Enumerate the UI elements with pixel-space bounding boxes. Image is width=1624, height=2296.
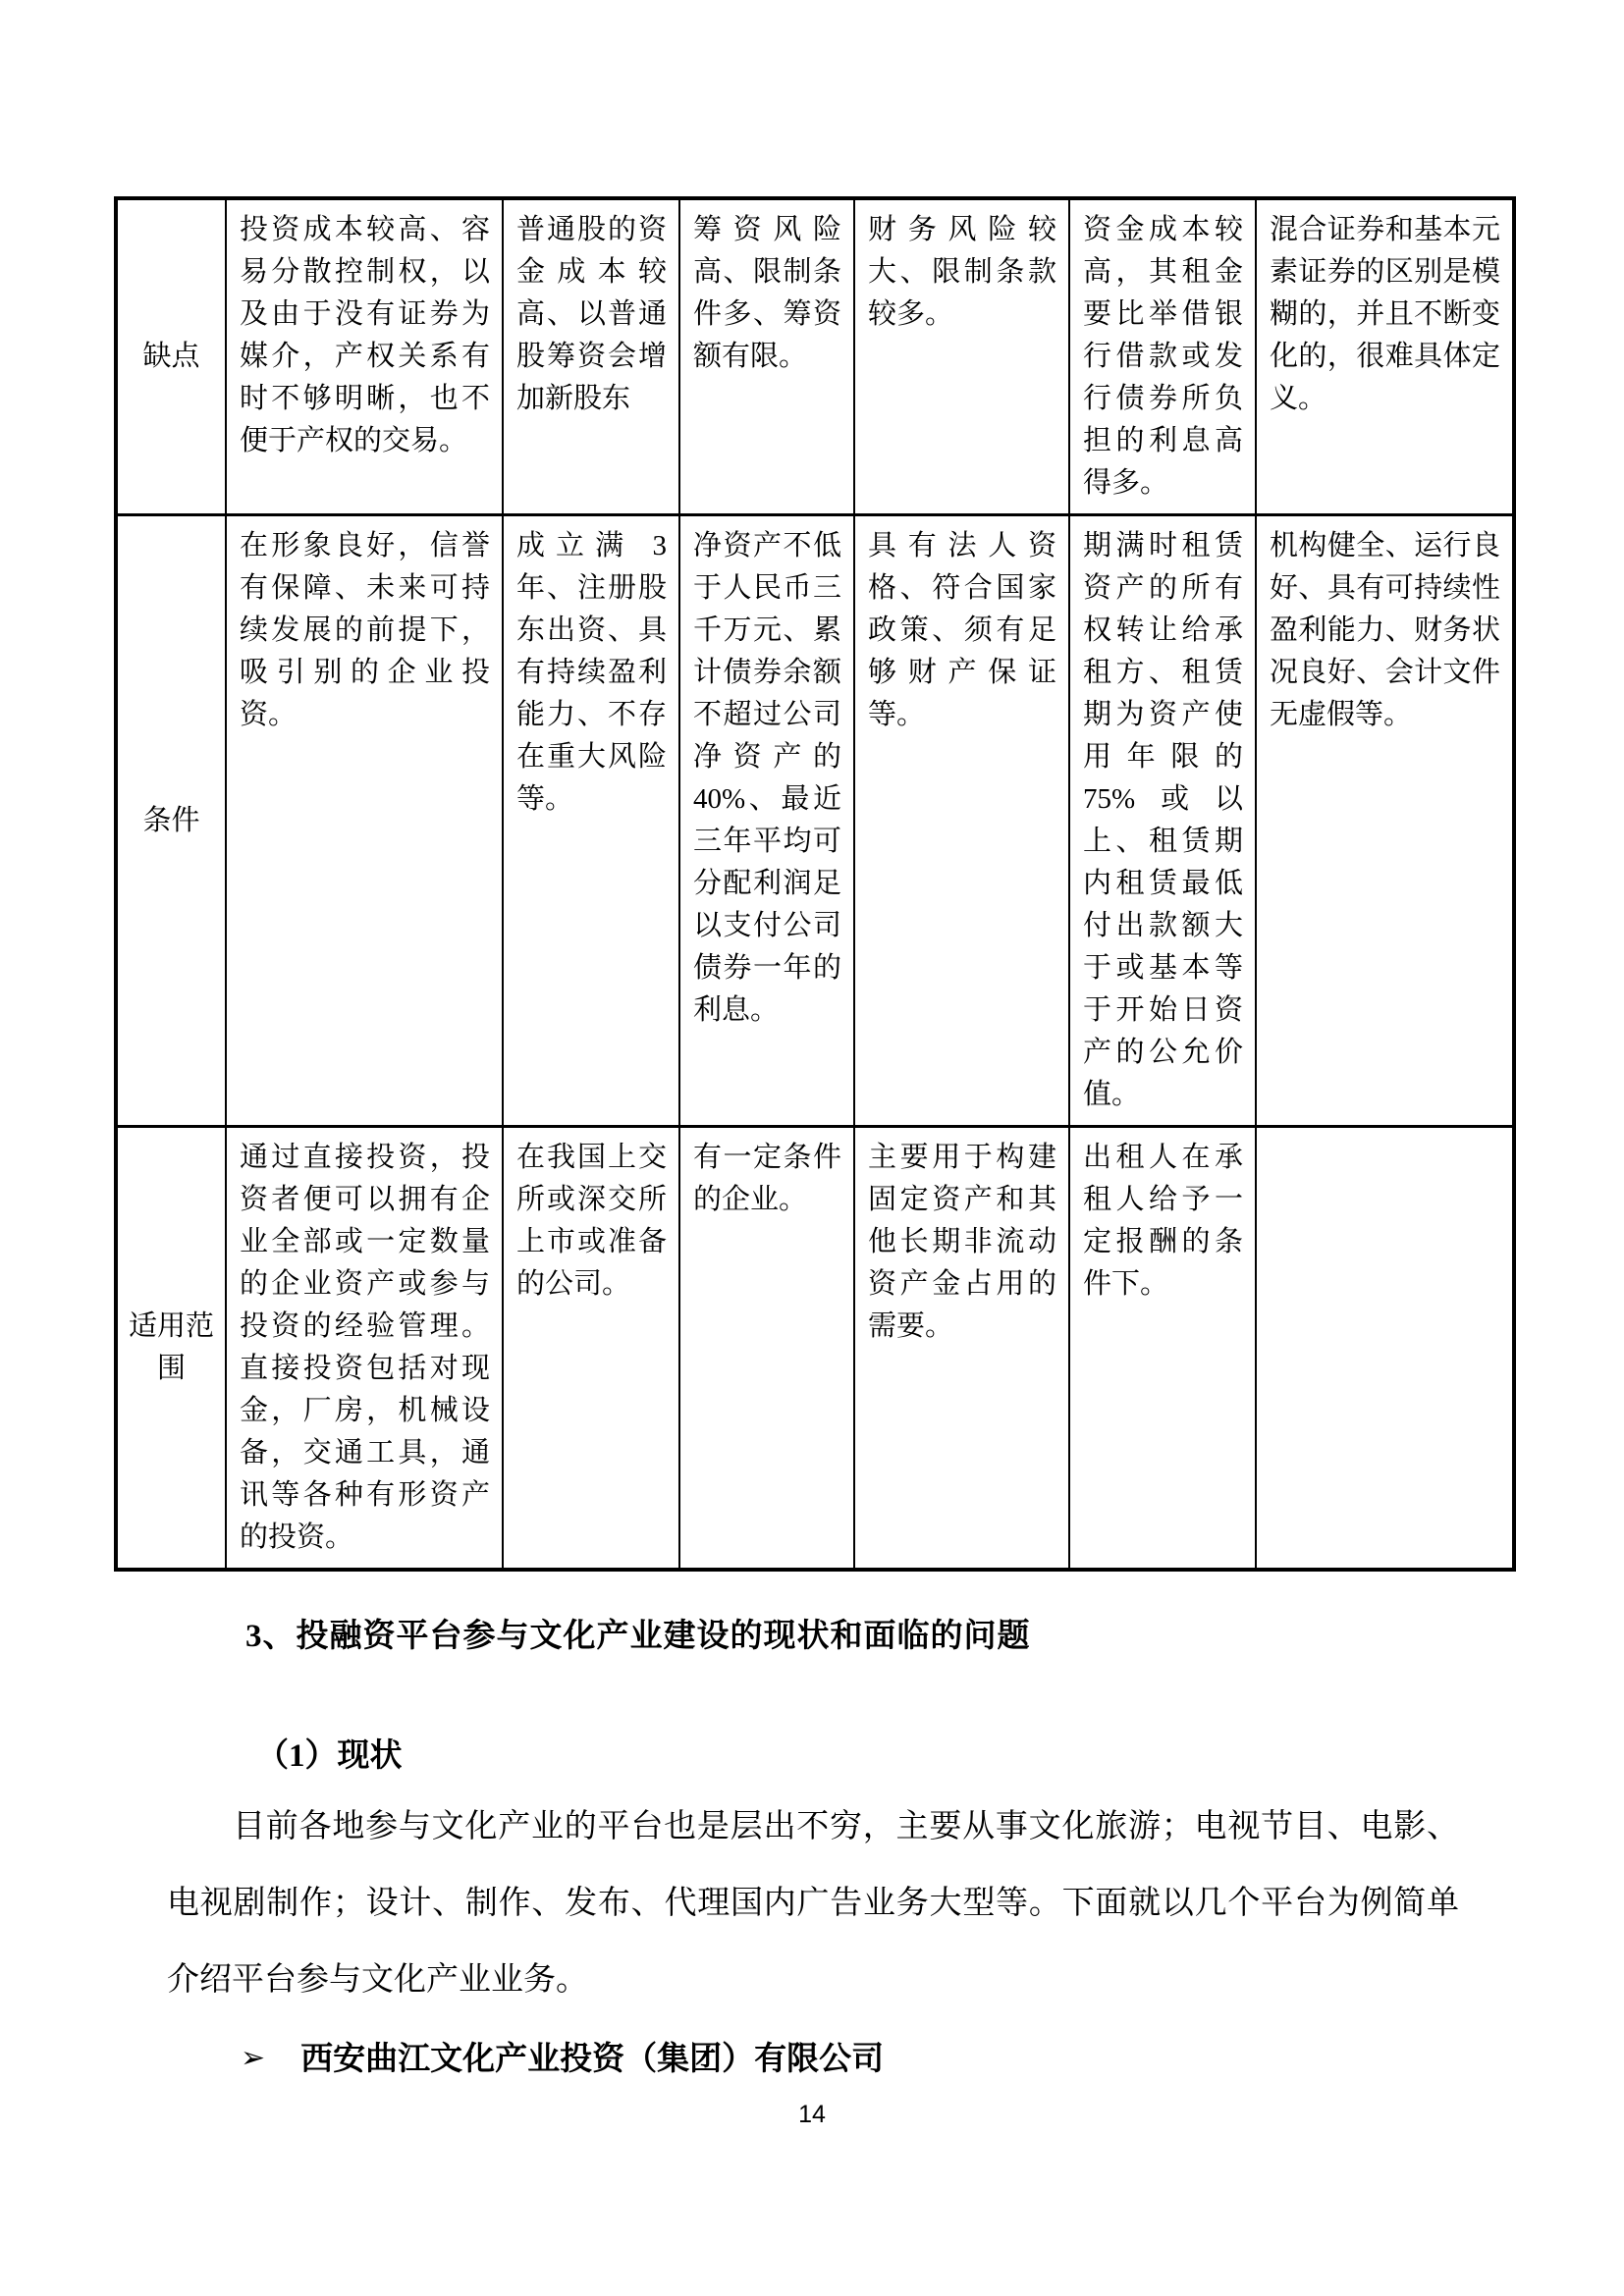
arrow-bullet-icon: ➢ — [241, 2041, 266, 2075]
table-cell: 净资产不低于人民币三千万元、累计债券余额不超过公司净资产的40%、最近三年平均可分配利润足以支付公司债券一年的利息。 — [679, 515, 854, 1127]
table-cell: 在形象良好，信誉有保障、未来可持续发展的前提下，吸引别的企业投资。 — [226, 515, 503, 1127]
section-heading: 3、投融资平台参与文化产业建设的现状和面临的问题 — [245, 1619, 1031, 1654]
financing-comparison-table — [114, 196, 1516, 1572]
table-row-conditions — [116, 515, 1514, 1127]
table-cell: 通过直接投资，投资者便可以拥有企业全部或一定数量的企业资产或参与投资的经验管理。直接投资包括对现金，厂房，机械设备，交通工具，通讯等各种有形资产的投资。 — [226, 1127, 503, 1571]
table-cell: 混合证券和基本元素证券的区别是模糊的，并且不断变化的，很难具体定义。 — [1256, 198, 1514, 515]
table-cell: 具有法人资格、符合国家政策、须有足够财产保证等。 — [854, 515, 1069, 1127]
table-cell: 成立满 3 年、注册股东出资、具有持续盈利能力、不存在重大风险等。 — [503, 515, 679, 1127]
table-cell — [1256, 1127, 1514, 1571]
table-cell: 财务风险较大、限制条款较多。 — [854, 198, 1069, 515]
table-cell: 普通股的资金成本较高、以普通股筹资会增加新股东 — [503, 198, 679, 515]
table-row-applicable-scope — [116, 1127, 1514, 1571]
table-row-disadvantages — [116, 198, 1514, 515]
subsection-heading: （1）现状 — [256, 1738, 403, 1774]
page-number: 14 — [798, 2101, 826, 2128]
table-cell: 期满时租赁资产的所有权转让给承租方、租赁期为资产使用年限的 75%或以上、租赁期内租赁最低付出款额大于或基本等于开始日资产的公允价值。 — [1069, 515, 1256, 1127]
table-cell: 在我国上交所或深交所上市或准备的公司。 — [503, 1127, 679, 1571]
table-cell: 筹资风险高、限制条件多、筹资额有限。 — [679, 198, 854, 515]
table-cell: 出租人在承租人给予一定报酬的条件下。 — [1069, 1127, 1256, 1571]
row-label-conditions: 条件 — [116, 515, 226, 1127]
table-cell: 有一定条件的企业。 — [679, 1127, 854, 1571]
company-name: 西安曲江文化产业投资（集团）有限公司 — [300, 2042, 885, 2077]
table-cell: 主要用于构建固定资产和其他长期非流动资产金占用的需要。 — [854, 1127, 1069, 1571]
company-bullet-item — [241, 2033, 884, 2079]
body-paragraph: 目前各地参与文化产业的平台也是层出不穷，主要从事文化旅游；电视节目、电影、电视剧制作；设计、制作、发布、代理国内广告业务大型等。下面就以几个平台为例简单介绍平台参与文化产业业务。 — [167, 1809, 1459, 1998]
table-cell: 投资成本较高、容易分散控制权，以及由于没有证券为媒介，产权关系有时不够明晰，也不便于产权的交易。 — [226, 198, 503, 515]
row-label-applicable-scope: 适用范围 — [116, 1127, 226, 1571]
table-cell: 资金成本较高，其租金要比举借银行借款或发行债券所负担的利息高得多。 — [1069, 198, 1256, 515]
table-cell: 机构健全、运行良好、具有可持续性盈利能力、财务状况良好、会计文件无虚假等。 — [1256, 515, 1514, 1127]
row-label-disadvantages: 缺点 — [116, 198, 226, 515]
